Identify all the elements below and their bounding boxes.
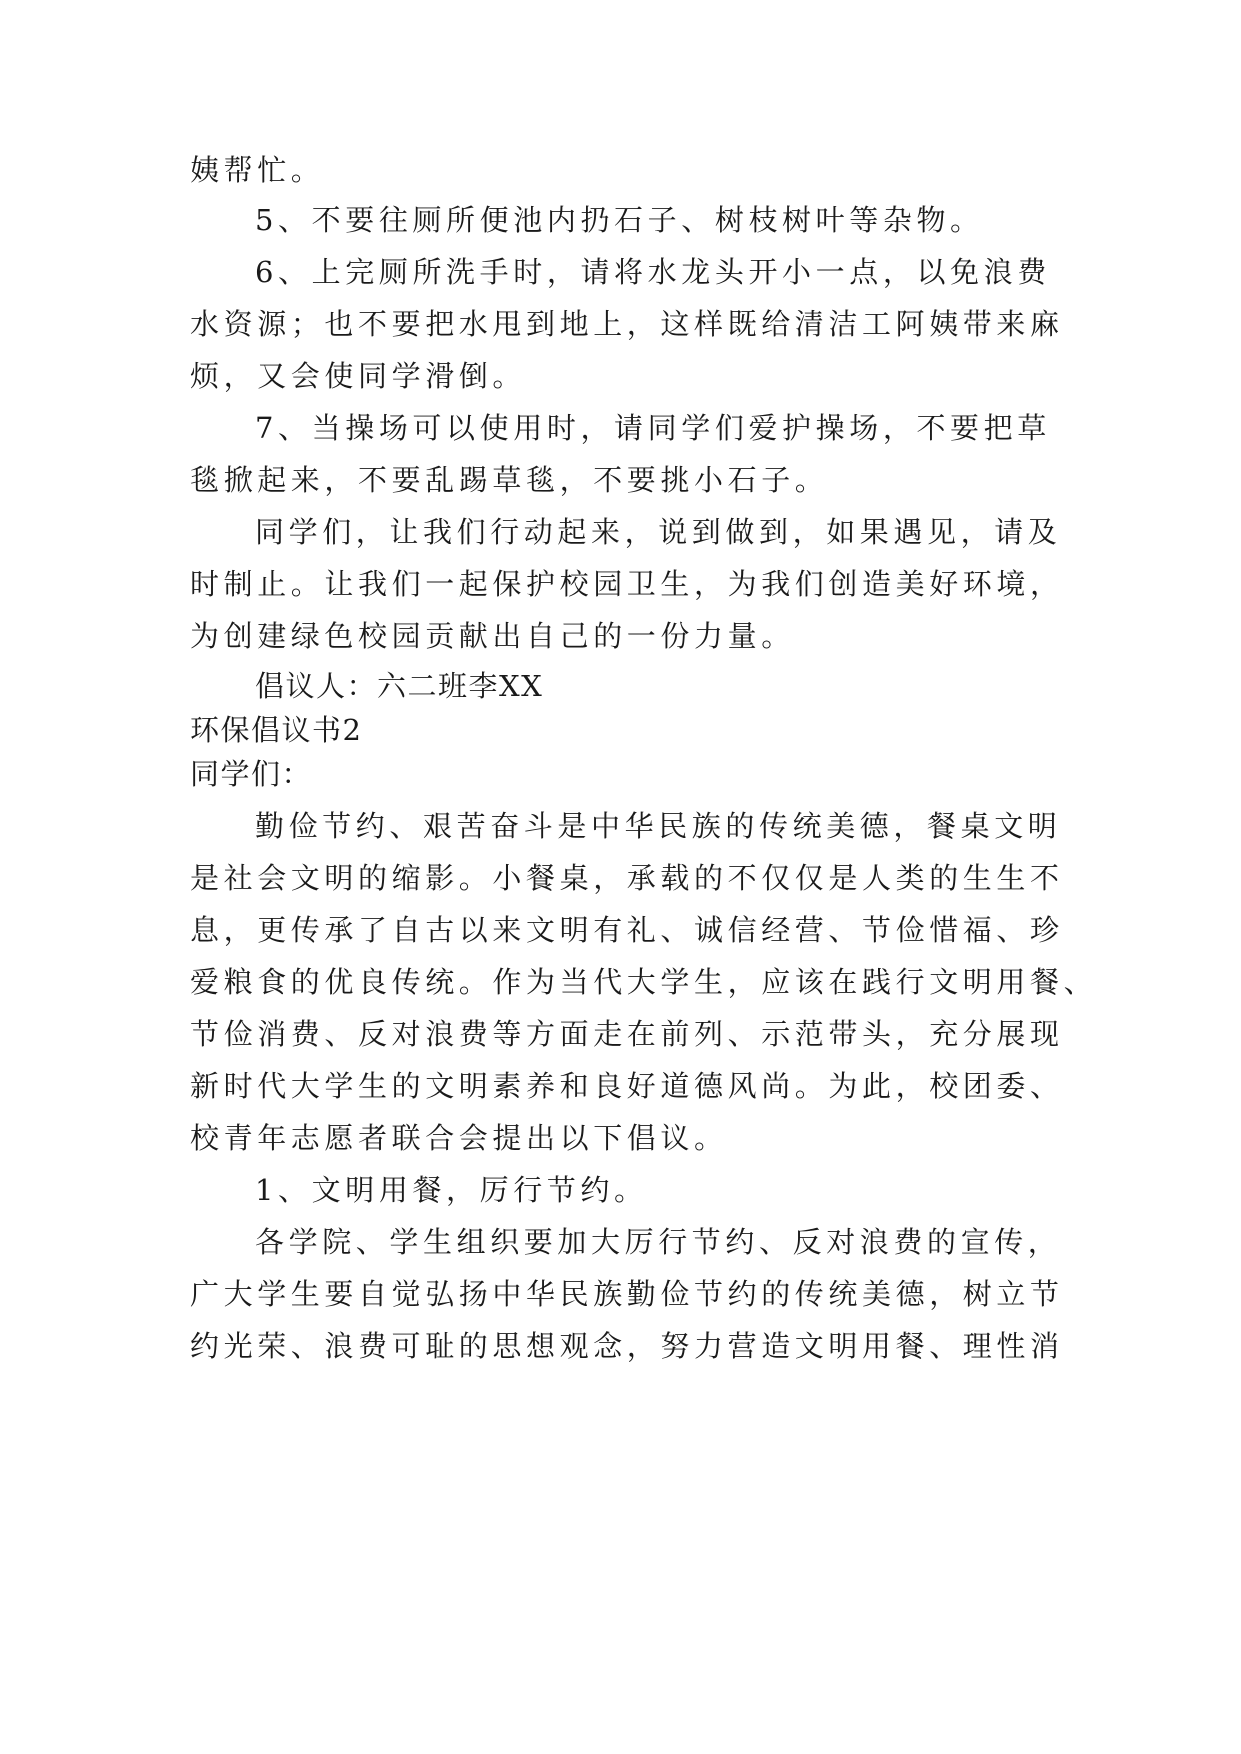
text-line: 1、文明用餐，厉行节约。 (255, 1173, 648, 1207)
text-line: 各学院、学生组织要加大厉行节约、反对浪费的宣传， (255, 1225, 1062, 1259)
text-line: 5、不要往厕所便池内扔石子、树枝树叶等杂物。 (255, 203, 984, 237)
text-line: 毯掀起来，不要乱踢草毯，不要挑小石子。 (190, 463, 829, 497)
text-line: 时制止。让我们一起保护校园卫生，为我们创造美好环境， (190, 567, 1064, 601)
text-line: 为创建绿色校园贡献出自己的一份力量。 (190, 619, 795, 653)
section-title: 环保倡议书2 (190, 713, 363, 747)
text-line: 勤俭节约、艰苦奋斗是中华民族的传统美德，餐桌文明 (255, 809, 1062, 843)
text-line: 约光荣、浪费可耻的思想观念，努力营造文明用餐、理性消 (190, 1329, 1064, 1363)
signature-line: 倡议人：六二班李XX (255, 669, 544, 703)
text-line: 息，更传承了自古以来文明有礼、诚信经营、节俭惜福、珍 (190, 913, 1064, 947)
text-line: 爱粮食的优良传统。作为当代大学生，应该在践行文明用餐、 (190, 965, 1098, 999)
text-line: 新时代大学生的文明素养和良好道德风尚。为此，校团委、 (190, 1069, 1064, 1103)
text-line: 节俭消费、反对浪费等方面走在前列、示范带头，充分展现 (190, 1017, 1064, 1051)
text-line: 校青年志愿者联合会提出以下倡议。 (190, 1121, 728, 1155)
text-line: 姨帮忙。 (190, 153, 325, 187)
text-line: 6、上完厕所洗手时，请将水龙头开小一点，以免浪费 (255, 255, 1051, 289)
text-line: 是社会文明的缩影。小餐桌，承载的不仅仅是人类的生生不 (190, 861, 1064, 895)
salutation: 同学们： (190, 757, 313, 791)
text-line: 烦，又会使同学滑倒。 (190, 359, 527, 393)
text-line: 同学们，让我们行动起来，说到做到，如果遇见，请及 (255, 515, 1062, 549)
text-line: 7、当操场可以使用时，请同学们爱护操场，不要把草 (255, 411, 1051, 445)
text-line: 广大学生要自觉弘扬中华民族勤俭节约的传统美德，树立节 (190, 1277, 1064, 1311)
text-line: 水资源；也不要把水甩到地上，这样既给清洁工阿姨带来麻 (190, 307, 1064, 341)
